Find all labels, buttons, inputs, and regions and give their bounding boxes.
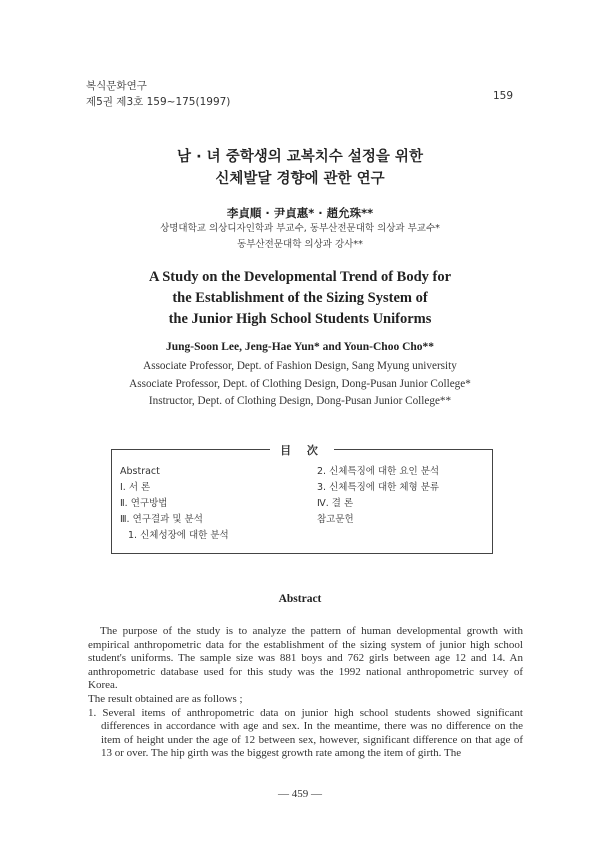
toc-item: Ⅲ. 연구결과 및 분석 <box>120 514 203 525</box>
abstract-paragraph-2: The result obtained are as follows ; <box>88 692 243 705</box>
toc-item: Ⅰ. 서 론 <box>120 482 151 493</box>
toc-item: Ⅱ. 연구방법 <box>120 498 168 509</box>
english-affiliation-line-3: Instructor, Dept. of Clothing Design, Dong-Pusan Junior College** <box>148 395 452 407</box>
english-title-line-1: A Study on the Developmental Trend of Body for <box>148 269 452 285</box>
journal-name: 복식문화연구 <box>86 80 147 92</box>
korean-title-line-1: 남 · 녀 중학생의 교복치수 설정을 위한 <box>177 149 423 165</box>
volume-info: 제5권 제3호 159~175(1997) <box>86 96 231 108</box>
abstract-body <box>88 625 523 761</box>
english-title-line-3: the Junior High School Students Uniforms <box>168 311 432 327</box>
toc-item: Abstract <box>120 466 160 477</box>
english-affiliations <box>0 358 600 411</box>
english-affiliation-line-2: Associate Professor, Dept. of Clothing Design, Dong-Pusan Junior College* <box>129 377 471 390</box>
abstract-list-item-1: 1. Several items of anthropometric data on junior high school students showed significant differences in accordance with age and sex. In the meantime, there was no difference on the item of height under the age of 12 between sex, however, significant difference on that age of 13 or over. The hip girth was the biggest growth rate among the item of girth. The <box>88 706 523 760</box>
page-number-top: 159 <box>492 90 513 102</box>
korean-title <box>0 146 600 190</box>
toc-left-column <box>120 464 229 544</box>
english-title <box>0 267 600 330</box>
korean-affiliations <box>0 221 600 253</box>
journal-header <box>86 78 230 110</box>
toc-item: 2. 신체특징에 대한 요인 분석 <box>317 466 440 477</box>
korean-title-line-2: 신체발달 경향에 관한 연구 <box>215 171 385 187</box>
english-title-line-2: the Establishment of the Sizing System of <box>172 290 428 306</box>
toc-title: 目 次 <box>270 444 334 457</box>
korean-authors: 李貞順 · 尹貞惠* · 趙允珠** <box>226 206 374 220</box>
toc-title-wrap <box>112 442 492 458</box>
toc-item: 참고문헌 <box>317 514 354 525</box>
abstract-paragraph-1: The purpose of the study is to analyze the pattern of human developmental growth with empirical anthropometric data for the establishment of the sizing system of junior high school student's uniforms. The sample size was 881 boys and 762 girls between age 12 and 14. An anthropometric database used for this study was the 1992 national anthropometric survey of Korea. <box>88 625 523 692</box>
korean-affiliation-line-2: 동부산전문대학 의상과 강사** <box>237 239 363 250</box>
toc-item: 1. 신체성장에 대한 분석 <box>128 530 229 541</box>
english-affiliation-line-1: Associate Professor, Dept. of Fashion Design, Sang Myung university <box>143 360 457 372</box>
toc-item: 3. 신체특징에 대한 체형 분류 <box>317 482 440 493</box>
abstract-heading: Abstract <box>278 593 322 605</box>
table-of-contents <box>111 444 493 554</box>
page-number-footer: — 459 — <box>278 788 322 800</box>
english-authors: Jung-Soon Lee, Jeng-Hae Yun* and Youn-Choo Cho** <box>165 341 435 353</box>
toc-item: Ⅳ. 결 론 <box>317 498 354 509</box>
toc-right-column <box>317 464 439 528</box>
korean-affiliation-line-1: 상명대학교 의상디자인학과 부교수, 동부산전문대학 의상과 부교수* <box>160 223 440 234</box>
